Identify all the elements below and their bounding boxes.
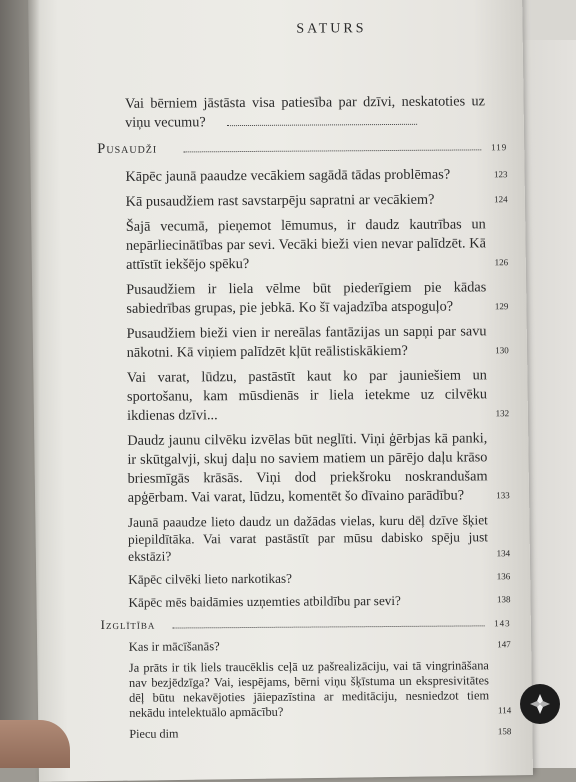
toc-entry-text: Kāpēc cilvēki lieto narkotikas? xyxy=(128,570,293,587)
section-title: Izglītība xyxy=(100,616,156,633)
toc-entry xyxy=(98,215,508,275)
page-title: SATURS xyxy=(296,21,367,37)
toc-entry-text: Pusaudžiem bieži vien ir nereālas fantāzijas un sapņi par savu nākotni. Kā viņiem palīdzēt kļūt reālistiskākiem? xyxy=(126,323,487,361)
toc-entry xyxy=(100,511,510,565)
toc-entry-text: Kāpēc mēs baidāmies uzņemties atbildību par sevi? xyxy=(128,592,401,610)
leader-dots xyxy=(173,625,485,628)
toc-entry-text: Šajā vecumā, pieņemot lēmumus, ir daudz kautrības un nepārliecinātības par sevi. Vecāki bieži vien nevar palīdzēt. Kā attīstīt iekšējo spēku? xyxy=(125,216,486,273)
toc-entry-page: 130 xyxy=(495,345,509,356)
toc-entry xyxy=(99,366,509,426)
toc-entry xyxy=(98,278,508,319)
toc-entry-page: 126 xyxy=(494,257,509,268)
toc-entry-text: Kas ir mācīšanās? xyxy=(128,639,220,654)
toc-entry-page: 123 xyxy=(493,169,508,180)
page-shadow xyxy=(0,0,40,768)
section-heading-pusaudzi xyxy=(97,138,507,158)
toc-entry-page: 129 xyxy=(494,301,509,312)
section-page: 119 xyxy=(491,142,508,153)
toc-entry-text: Daudz jaunu cilvēku izvēlas būt neglīti. Viņi ģērbjas kā panki, ir skūtgalvji, skuj daļu no saviem matiem un pārējo daļu krāso briesmīgās krāsās. Viņi dod priekšroku noskrandušam apģērbam. Vai varat, lūdzu, komentēt šo dīvaino parādību? xyxy=(127,430,488,506)
toc-entry xyxy=(101,636,511,655)
toc-entry xyxy=(98,190,508,212)
section-heading-izglitiba xyxy=(101,614,511,633)
toc-entry xyxy=(97,165,507,187)
toc-entry-page: 158 xyxy=(497,726,512,737)
toc-entry-page: 147 xyxy=(497,639,511,650)
toc-entry-text: Kāpēc jaunā paaudze vecākiem sagādā tādas problēmas? xyxy=(125,166,451,185)
toc-entry-text: Kā pusaudžiem rast savstarpēju sapratni ar vecākiem? xyxy=(125,191,435,210)
toc-entry xyxy=(98,322,508,363)
toc-entry-text: Jaunā paaudze lieto daudz un dažādas vielas, kuru dēļ dzīve šķiet piepildītāka. Vai varat pastāstīt par mūsu dabisko spēju just ekstāzi? xyxy=(127,512,489,564)
toc-entry xyxy=(97,92,507,131)
toc-entry-page: 132 xyxy=(495,408,510,419)
section-title: Pusaudži xyxy=(97,140,158,158)
diamond-star-icon xyxy=(528,692,552,716)
watermark-logo-icon xyxy=(520,684,560,724)
toc-entry xyxy=(101,658,511,721)
toc-entry-text: Vai varat, lūdzu, pastāstīt kaut ko par jauniešiem un sportošanu, kam mūsdienās ir liela ietekme uz cilvēku ikdienas dzīvi... xyxy=(126,367,488,424)
toc-entry-text: Pusaudžiem ir liela vēlme būt piederīgiem pie kādas sabiedrības grupas, pie jebkā. Ko šī vajadzība atspoguļo? xyxy=(126,279,487,317)
book-page xyxy=(28,0,533,782)
toc-entry-page: 138 xyxy=(496,594,511,605)
table-of-contents xyxy=(96,12,511,748)
toc-entry-page: 124 xyxy=(494,194,508,205)
toc-entry-page: 134 xyxy=(496,548,511,559)
toc-entry-text: Piecu dim xyxy=(129,726,179,741)
toc-entry xyxy=(100,591,510,611)
toc-entry xyxy=(100,568,510,588)
toc-entry-page: 133 xyxy=(496,490,510,501)
thumb xyxy=(0,720,70,768)
toc-entry-page: 136 xyxy=(496,571,511,582)
toc-entry xyxy=(101,724,511,742)
toc-entry-text: Vai bērniem jāstāsta visa patiesība par dzīvi, neskatoties uz viņu vecumu? xyxy=(124,93,485,131)
section-page: 143 xyxy=(494,618,511,629)
toc-entry-page: 114 xyxy=(497,705,512,716)
toc-entry xyxy=(99,429,510,508)
toc-entry-text: Ja prāts ir tik liels traucēklis ceļā uz pašrealizāciju, vai tā vingrināšana nav bezjēdzīga? Vai, iespējams, bērni viņu šķīstuma un ekspresivitātes dēļ būtu nekavējoties jāiepazīstina ar meditāciju, nesniedzot tiem nekādu intelektuālo apmācību? xyxy=(128,658,490,720)
leader-dots xyxy=(183,149,481,152)
